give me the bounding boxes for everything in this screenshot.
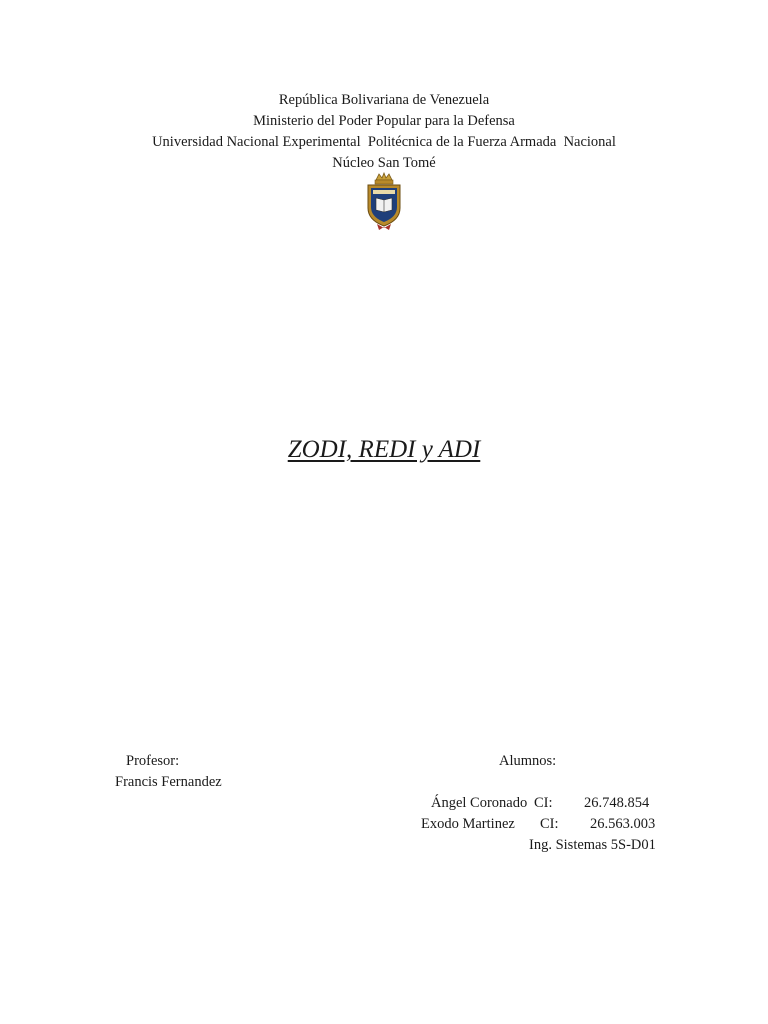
- header-line-ministry: Ministerio del Poder Popular para la Defensa: [253, 113, 515, 129]
- student-ci-label: CI:: [534, 795, 553, 811]
- header-line-campus: Núcleo San Tomé: [332, 155, 436, 171]
- university-crest-icon: [365, 172, 403, 230]
- course-label: Ing. Sistemas 5S-D01: [529, 837, 656, 853]
- students-label: Alumnos:: [499, 753, 557, 769]
- header-line-country: República Bolivariana de Venezuela: [278, 92, 490, 108]
- student-name: Ángel Coronado: [431, 795, 528, 811]
- student-row: [0, 793, 768, 814]
- student-ci-label: CI:: [540, 816, 559, 832]
- student-row: [0, 814, 768, 835]
- professor-name: Francis Fernandez: [115, 774, 222, 790]
- student-name: Exodo Martinez: [421, 816, 515, 832]
- document-title: ZODI, REDI y ADI: [287, 436, 481, 463]
- student-ci: 26.748.854: [584, 795, 650, 811]
- student-ci: 26.563.003: [590, 816, 656, 832]
- professor-label: Profesor:: [126, 753, 180, 769]
- institution-header: [0, 90, 768, 174]
- header-line-university: Universidad Nacional Experimental Politécnica de la Fuerza Armada Nacional: [152, 134, 616, 150]
